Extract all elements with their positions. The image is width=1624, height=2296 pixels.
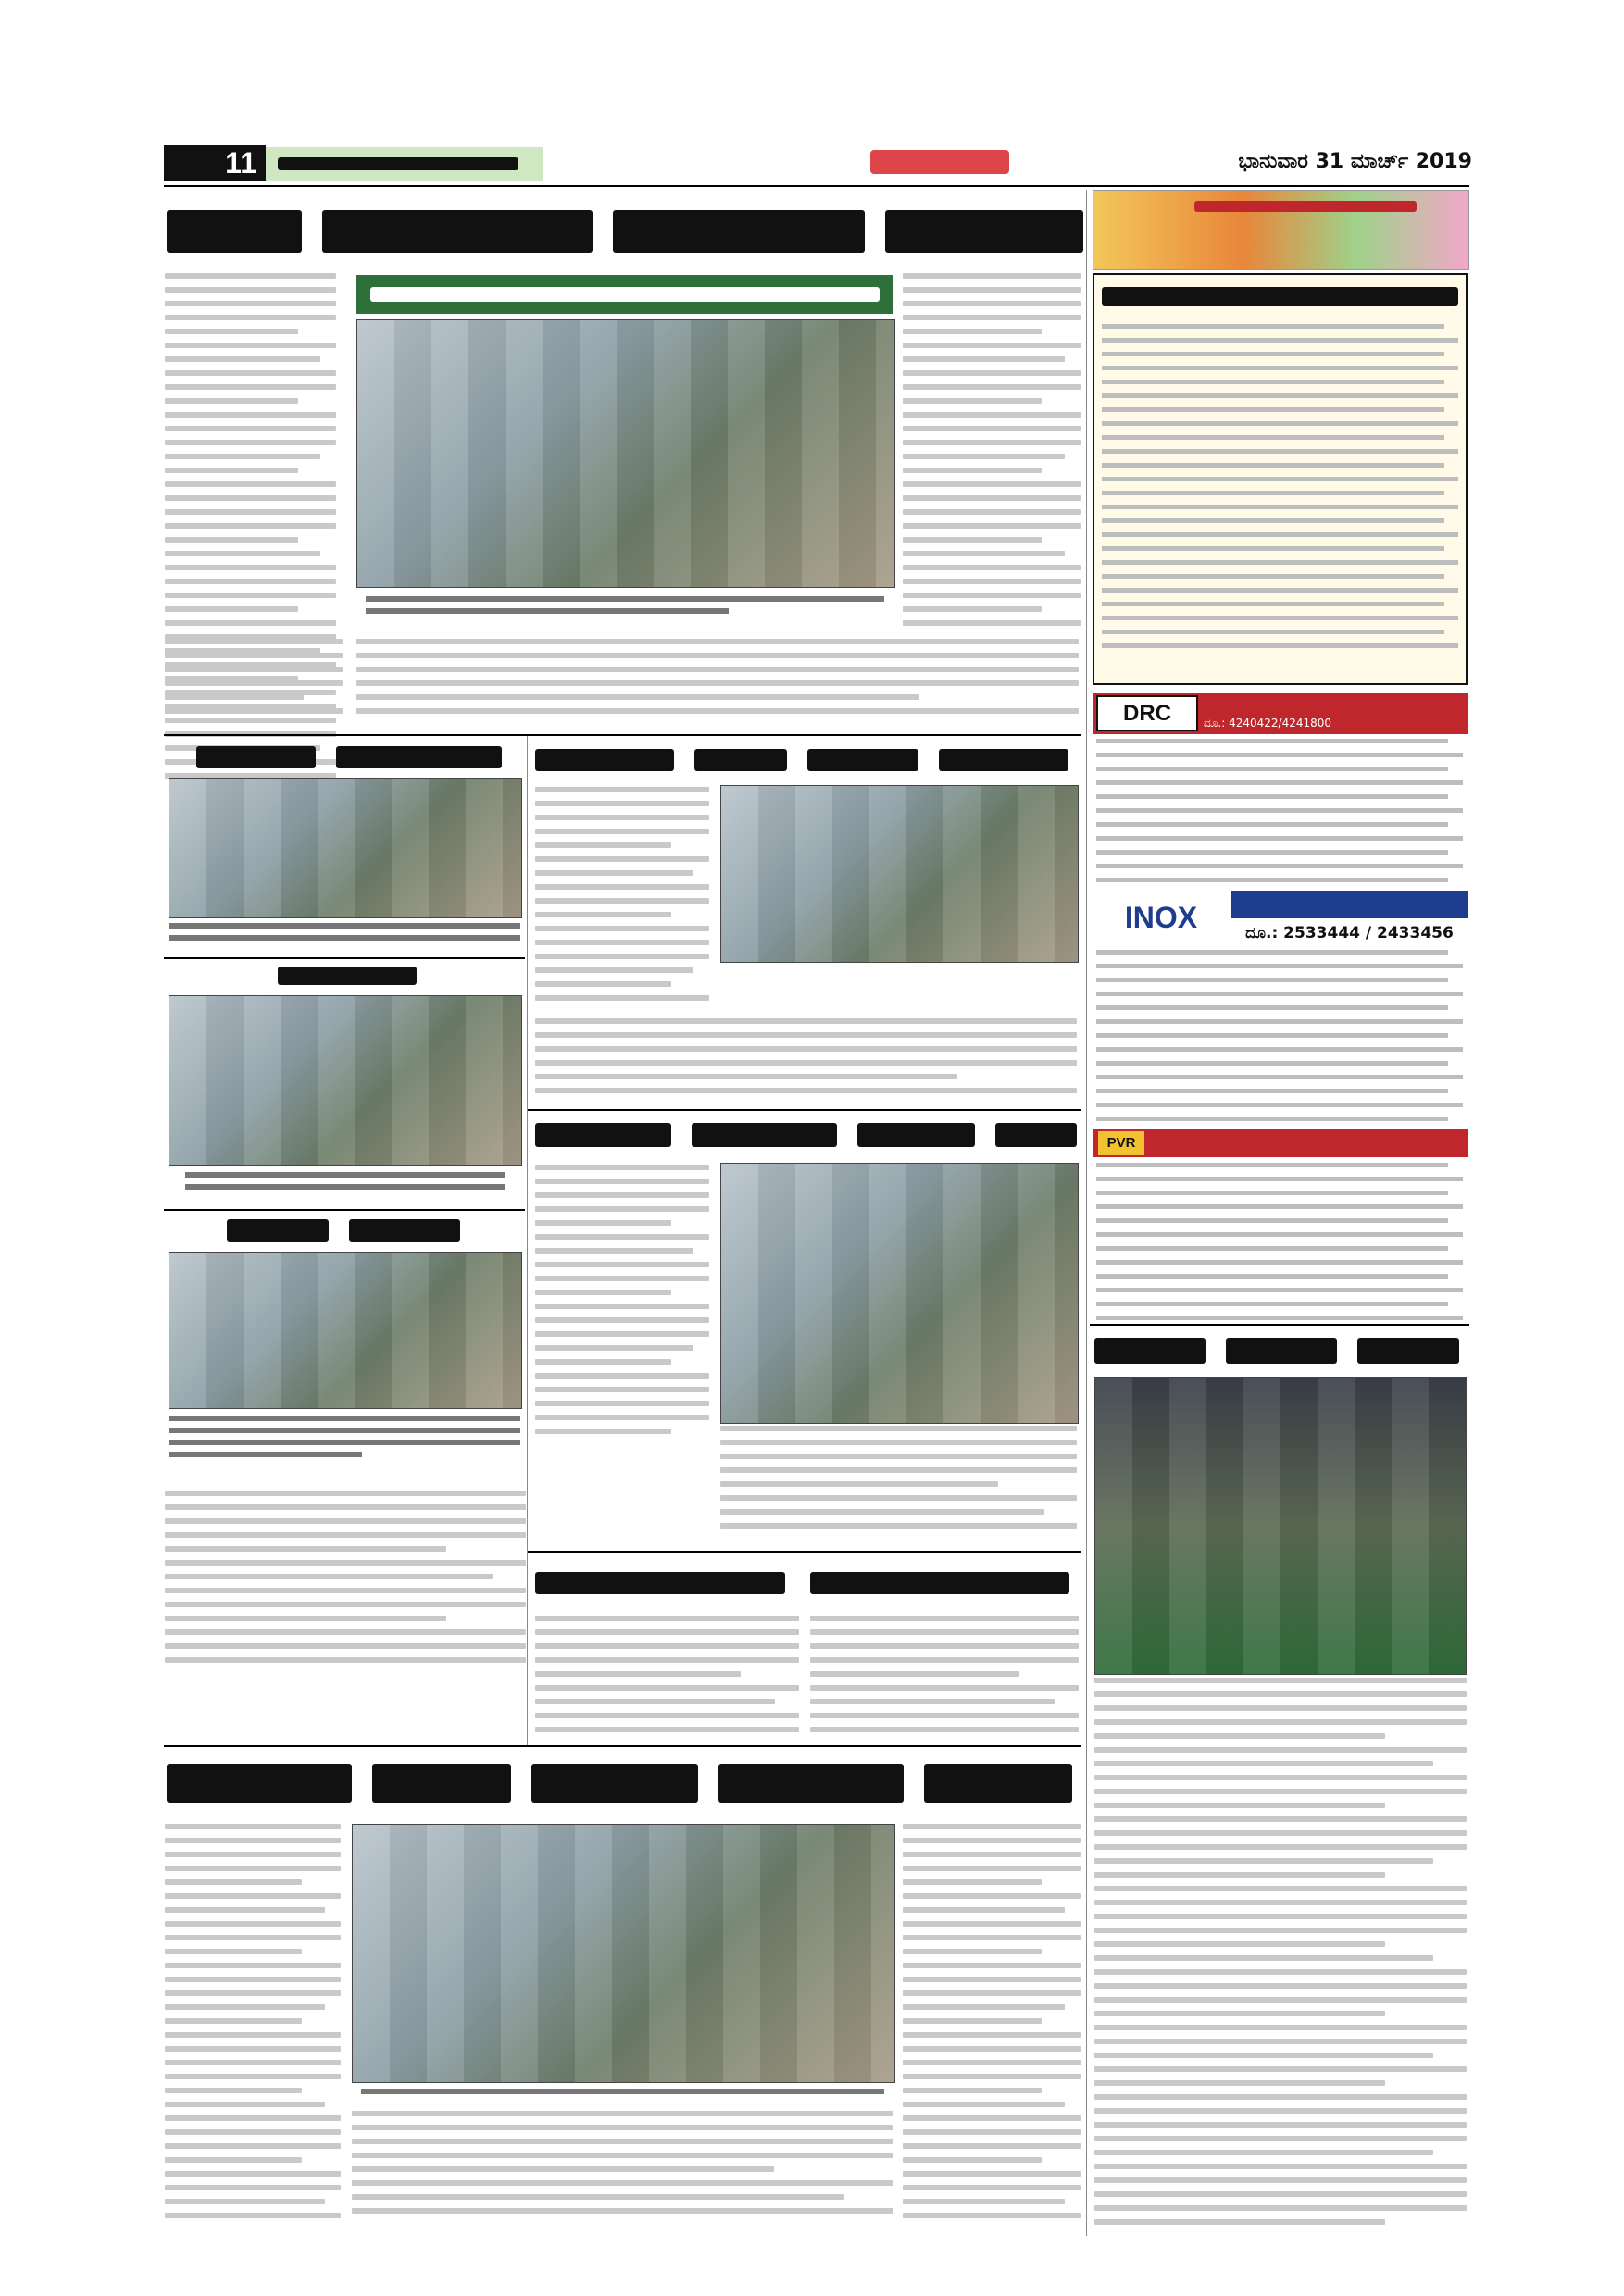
- siddaganga-text: [535, 1616, 799, 1745]
- cricket-heading: [227, 1211, 477, 1250]
- page-number: 11: [225, 145, 256, 180]
- church-headline: [810, 1555, 1079, 1611]
- drc-logo: DRC: [1096, 695, 1198, 731]
- students-text-below: [535, 1018, 1077, 1106]
- bottom-photo: [352, 1824, 895, 2083]
- cricket-photo: [169, 1252, 522, 1409]
- bottom-headline: [167, 1750, 1079, 1816]
- students-col1-text: [535, 787, 709, 1014]
- checkpost-col1-text: [535, 1165, 709, 1442]
- cricket-caption: [169, 1412, 520, 1484]
- checkpost-bottom-text: [720, 1426, 1077, 1546]
- sports-entertainment-heading: [1194, 196, 1417, 217]
- students-headline: [535, 741, 1077, 780]
- doddabelalu-heading: [278, 959, 417, 992]
- bottom-col1-text: [165, 1824, 341, 2231]
- doddabelalu-photo: [169, 995, 522, 1166]
- inox-header: [1231, 891, 1468, 918]
- rule-after-lead: [164, 734, 1081, 736]
- col-sep-left: [527, 736, 528, 1745]
- pvr-header: [1093, 1129, 1468, 1157]
- inox-showtimes: [1096, 950, 1463, 1126]
- lead-photo-rally: [356, 319, 895, 588]
- students-photo: [720, 785, 1079, 963]
- doddabelalu-caption: [185, 1168, 505, 1205]
- rule-siddaganga: [528, 1551, 1081, 1553]
- lead-photo-caption: [366, 593, 884, 626]
- tb-day-caption: [169, 919, 520, 953]
- lead-article-text-row: [356, 639, 1079, 727]
- inox-logo: INOX: [1096, 891, 1226, 944]
- church-text: [810, 1616, 1079, 1745]
- ipl-photo: [1094, 1377, 1467, 1675]
- bottom-col-right-text: [903, 1824, 1081, 2231]
- bottom-text-below-photo: [352, 2111, 893, 2231]
- section-label: [278, 147, 518, 181]
- lead-article-col4-text: [903, 273, 1081, 634]
- checkpost-photo: [720, 1163, 1079, 1424]
- left-brief-text: [165, 1491, 526, 1671]
- bottom-photo-caption: [361, 2085, 884, 2103]
- tb-day-heading: [196, 739, 502, 776]
- drc-showtimes: [1096, 739, 1463, 887]
- ipl-article-text: [1094, 1678, 1467, 2233]
- cinema-listing-heading: [1102, 276, 1458, 317]
- inox-phone: ದೂ.: 2533444 / 2433456: [1245, 924, 1454, 942]
- rule-checkpost: [528, 1109, 1081, 1111]
- paper-logo: [870, 150, 1009, 174]
- siddaganga-headline: [535, 1555, 799, 1611]
- checkpost-headline: [535, 1114, 1077, 1156]
- masthead-date: ಭಾನುವಾರ 31 ಮಾರ್ಚ್ 2019: [1238, 150, 1472, 173]
- col-sep-right: [1086, 190, 1087, 2236]
- cinema-listing-rows: [1102, 324, 1458, 680]
- rule-ipl: [1090, 1324, 1469, 1326]
- ipl-headline: [1094, 1329, 1467, 1373]
- masthead-rule: [164, 185, 1469, 187]
- tb-day-photo: [169, 778, 522, 918]
- pvr-logo: PVR: [1098, 1131, 1144, 1155]
- lead-article-col1-bottom: [165, 639, 343, 727]
- lead-headline: [167, 194, 1083, 268]
- pvr-showtimes: [1096, 1163, 1463, 1320]
- drc-phone: ದೂ.: 4240422/4241800: [1204, 717, 1332, 730]
- page-number-badge: [164, 145, 266, 181]
- lead-subhead: [370, 278, 880, 311]
- rule-bottom-lead: [164, 1745, 1081, 1747]
